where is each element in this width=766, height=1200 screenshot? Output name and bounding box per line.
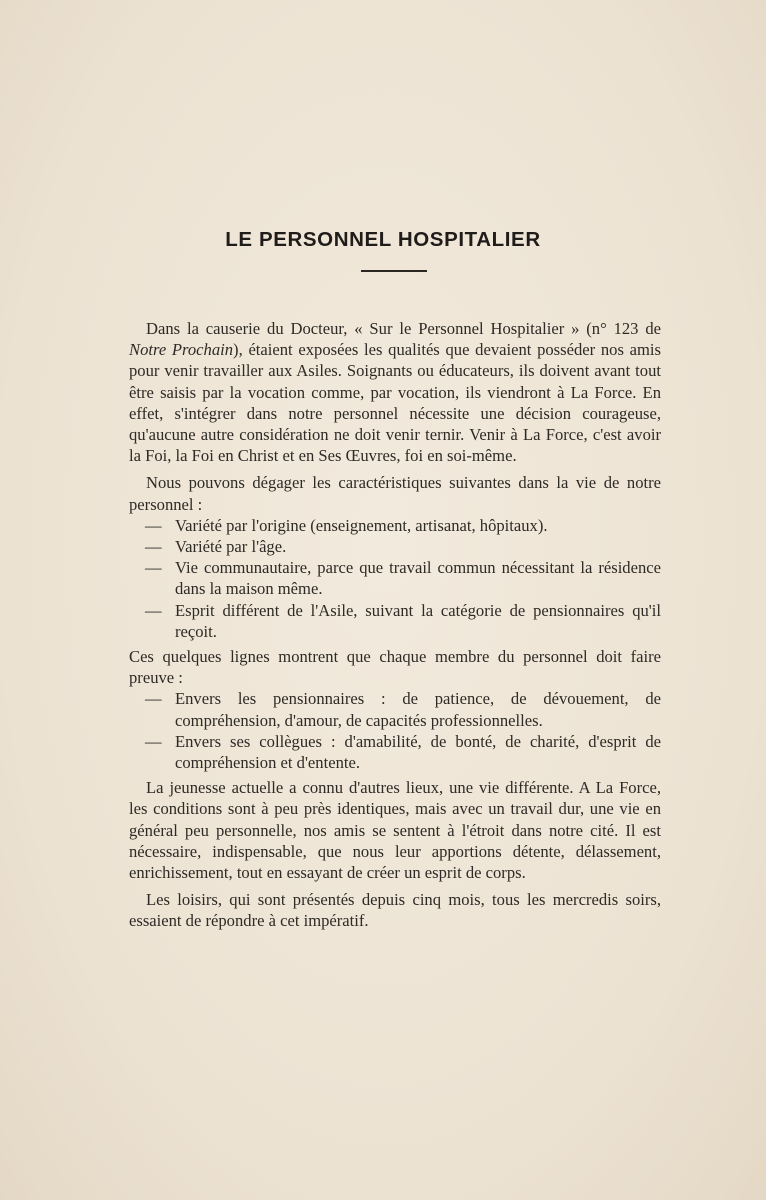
paragraph-intro-text-b: ), étaient exposées les qualités que devaient posséder nos amis pour venir travailler aux Asiles. Soignants ou éducateurs, ils doivent avant tout être saisis par la vocation comme, par vocation, ils viendront à La Force. En effet, s'intégrer dans notre personnel nécessite une décision courageuse, qu'aucune autre considération ne doit venir ternir. Venir à La Force, c'est avoir la Foi, la Foi en Christ et en Ses Œuvres, foi en soi-même. [129,340,661,466]
list-item [129,688,661,730]
dash-marker: — [145,689,162,709]
paragraph-intro [129,318,661,466]
publication-title: Notre Prochain [129,340,234,360]
list-item-text: Variété par l'âge. [175,537,287,557]
list-item [129,731,661,773]
list-item [129,600,661,642]
list-item-text: Esprit différent de l'Asile, suivant la catégorie de pensionnaires qu'il reçoit. [175,600,661,641]
dash-marker: — [145,731,162,751]
list-item-text: Envers ses collègues : d'amabilité, de bonté, de charité, d'esprit de compréhension et d'entente. [175,731,661,773]
list-item [129,557,661,599]
paragraph-youth: La jeunesse actuelle a connu d'autres lieux, une vie différente. A La Force, les conditions sont à peu près identiques, mais avec un travail dur, une vie en général peu personnelle, nos amis se sentent à l'étroit dans notre cité. Il est nécessaire, indispensable, que nous leur apportions détente, délassement, enrichissement, tout en essayant de créer un esprit de corps. [129,778,661,883]
document-body [129,318,661,938]
title-rule [361,270,427,272]
paragraph-characteristics: Nous pouvons dégager les caractéristiques suivantes dans la vie de notre personnel : [129,473,661,514]
paragraph-qualities: Ces quelques lignes montrent que chaque membre du personnel doit faire preuve : [129,647,661,688]
dash-marker: — [145,515,162,535]
document-title: LE PERSONNEL HOSPITALIER [225,228,541,251]
list-item-text: Vie communautaire, parce que travail commun nécessitant la résidence dans la maison même. [175,558,661,599]
dash-marker: — [145,600,162,620]
paragraph-leisure: Les loisirs, qui sont présentés depuis cinq mois, tous les mercredis soirs, essaient de répondre à cet impératif. [129,890,661,931]
list-item-text: Envers les pensionnaires : de patience, de dévouement, de compréhension, d'amour, de capacités professionnelles. [175,689,661,730]
list-item-text: Variété par l'origine (enseignement, artisanat, hôpitaux). [175,515,548,535]
list-item [129,536,661,557]
paragraph-intro-text-a: Dans la causerie du Docteur, « Sur le Personnel Hospitalier » (n° 123 de [146,319,661,338]
list-item [129,515,661,536]
dash-marker: — [145,558,162,578]
dash-marker: — [145,537,162,557]
